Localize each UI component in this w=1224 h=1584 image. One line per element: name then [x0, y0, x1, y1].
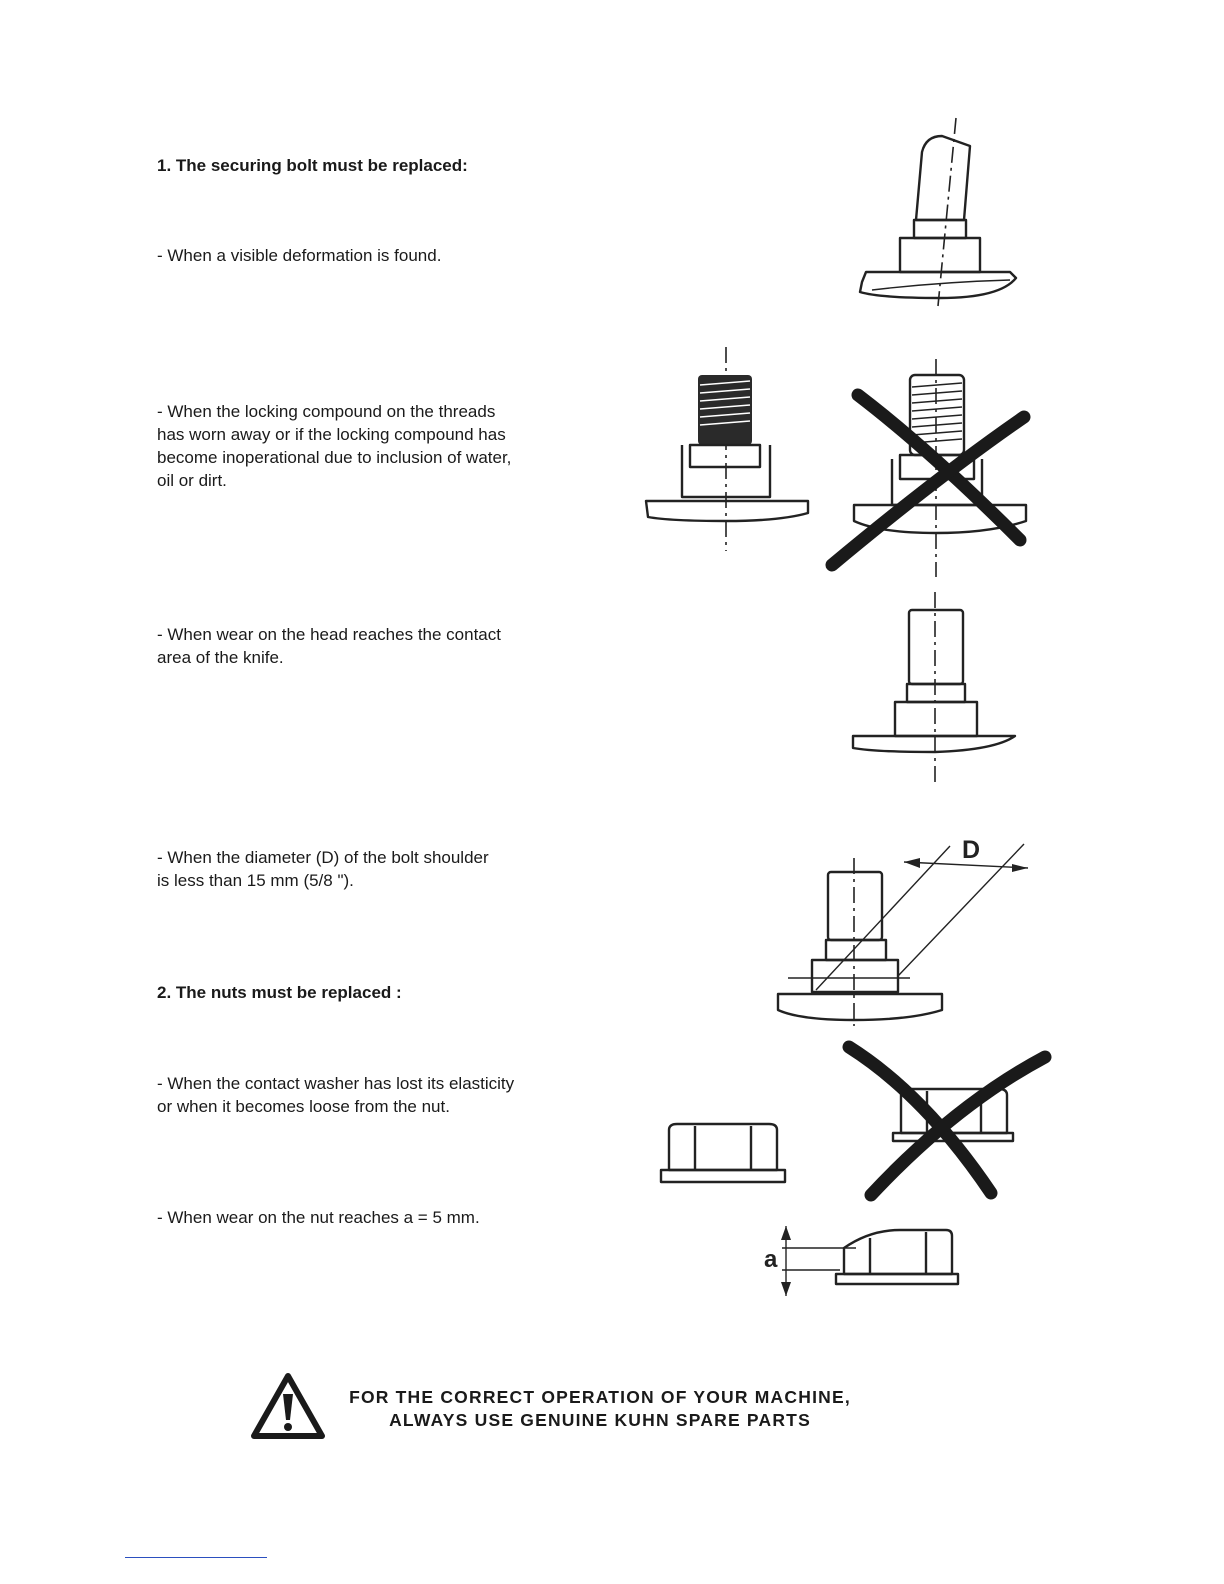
warning-message [300, 1386, 900, 1432]
bolt-shoulder-diameter-figure [770, 830, 1035, 1030]
worn-head-bolt-figure [845, 590, 1025, 790]
diameter-label: D [962, 836, 981, 864]
bolt-head-wear-text: - When wear on the head reaches the contact area of the knife. [157, 625, 501, 667]
bolt-locking-compound-text: - When the locking compound on the threads has worn away or if the locking compound has become inoperational due to inclusion of water, oil or dirt. [157, 402, 512, 490]
nut-wear-figure [720, 1222, 965, 1302]
section2-heading: 2. The nuts must be replaced : [157, 983, 402, 1002]
nut-loose-washer-crossed-figure [835, 1035, 1060, 1205]
warning-line-1: FOR THE CORRECT OPERATION OF YOUR MACHINE, [349, 1387, 851, 1407]
deformed-bolt-figure [850, 110, 1030, 310]
wear-label: a [764, 1246, 778, 1273]
bolt-deformation-text: - When a visible deformation is found. [157, 246, 442, 265]
nut-washer-text: - When the contact washer has lost its elasticity or when it becomes loose from the nut. [157, 1074, 515, 1116]
footer-divider [125, 1557, 267, 1558]
bolt-shoulder-diameter-text: - When the diameter (D) of the bolt shoulder is less than 15 mm (5/8 "). [157, 848, 489, 890]
nut-good-figure [655, 1118, 790, 1193]
bolt-no-compound-crossed-figure [820, 355, 1035, 580]
section1-heading: 1. The securing bolt must be replaced: [157, 156, 468, 175]
warning-line-2: ALWAYS USE GENUINE KUHN SPARE PARTS [389, 1410, 811, 1430]
threaded-bolt-figure [640, 345, 815, 555]
nut-wear-text: - When wear on the nut reaches a = 5 mm. [157, 1208, 480, 1227]
